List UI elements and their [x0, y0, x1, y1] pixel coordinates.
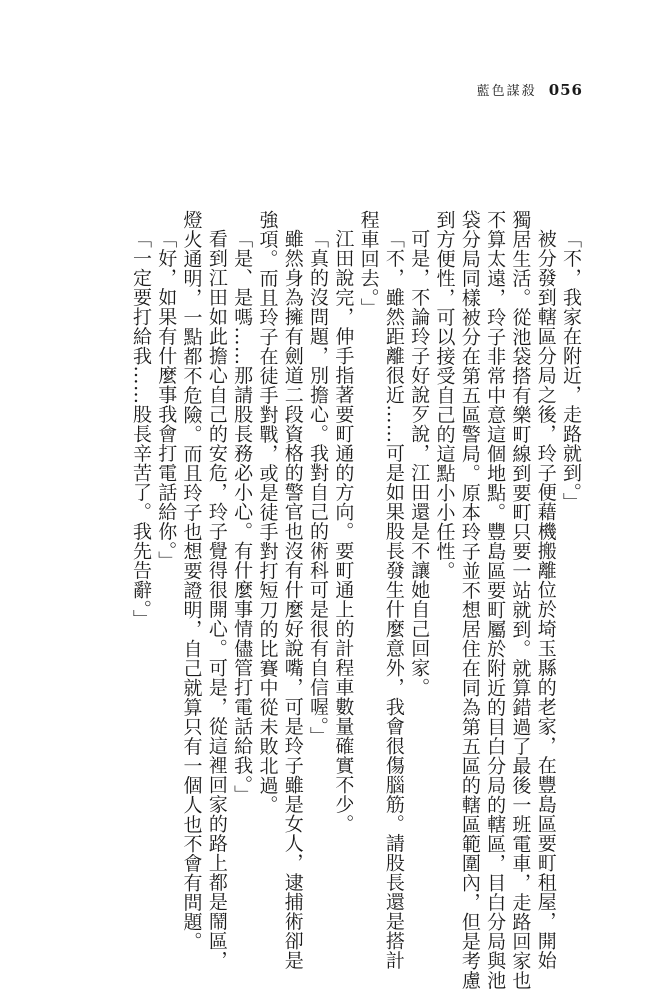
text-line: 江田說完，伸手指著要町通的方向。要町通上的計程車數量確實不少。 [332, 229, 355, 834]
text-line: 「真的沒問題，別擔心。我對自己的術科可是很有自信喔。」 [307, 229, 330, 746]
text-line: 程車回去。」 [357, 210, 380, 318]
running-head [477, 80, 583, 99]
text-line: 「好，如果有什麼事我會打電話給你。」 [155, 229, 178, 571]
book-title: 藍色謀殺 [476, 84, 537, 99]
text-line: 獨居生活。從池袋搭有樂町線到要町只要一站就到。就算錯過了最後一班電車，走路回家也 [509, 210, 532, 990]
text-line: 雖然身為擁有劍道二段資格的警官也沒有什麼好說嘴，可是玲子雖是女人，逮捕術卻是 [281, 229, 304, 970]
text-line: 強項。而且玲子在徒手對戰，或是徒手對打短刀的比賽中從未敗北過。 [256, 210, 279, 815]
text-line: 「不，雖然距離很近……可是如果股長發生什麼意外，我會很傷腦筋。請股長還是搭計 [382, 229, 405, 970]
body-text [73, 210, 583, 990]
text-line: 可是，不論玲子好說歹說，江田還是不讓她自己回家。 [408, 229, 431, 697]
text-line: 被分發到轄區分局之後，玲子便藉機搬離位於埼玉縣的老家，在豐島區要町租屋，開始 [534, 229, 557, 970]
text-line: 不算太遠，玲子非常中意這個地點。豐島區要町屬於附近的目白分局的轄區，目白分局與池 [484, 210, 507, 990]
text-line: 「一定要打給我……股長辛苦了。我先告辭。」 [129, 229, 152, 629]
text-line: 「是、是嗎……那請股長務必小心。有什麼事情儘管打電話給我。」 [231, 229, 254, 805]
text-line: 看到江田如此擔心自己的安危，玲子覺得很開心。可是，從這裡回家的路上都是鬧區， [205, 229, 228, 970]
text-line: 到方便性，可以接受自己的這點小小任性。 [433, 210, 456, 581]
text-line: 燈火通明，一點都不危險。而且玲子也想要證明，自己就算只有一個人也不會有問題。 [180, 210, 203, 951]
text-line: 「不，我家在附近，走路就到。」 [560, 229, 582, 512]
page-number: 056 [548, 81, 583, 99]
text-line: 袋分局同樣被分在第五區警局。原本玲子並不想居住在同為第五區的轄區範圍內，但是考慮 [458, 210, 481, 990]
